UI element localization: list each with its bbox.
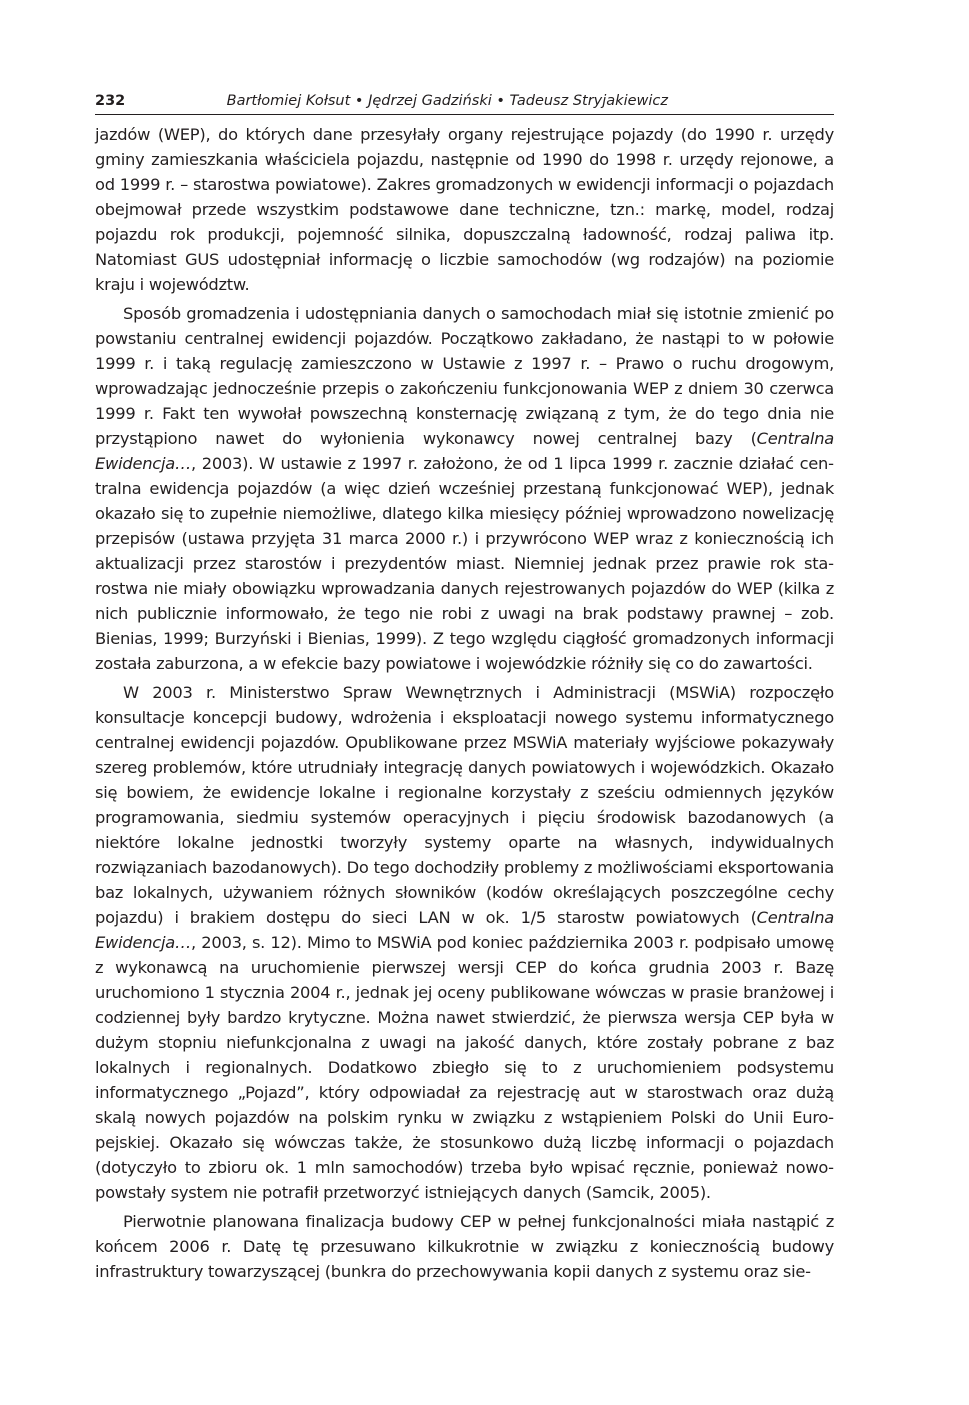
italic-citation: Centralna Ewidencja… bbox=[95, 908, 834, 952]
paragraph-text: Sposób gromadzenia i udostępniania danych o samochodach miał się istotnie zmienić po powstaniu centralnej ewidencji pojazdów. Początkowo zakładano, że nastąpi to w połowie 1999 r. i taką regulację zamieszczono w Ustawie z 1997 r. – Prawo o ruchu drogowym, wprowadzając jednocześnie przepis o zakończeniu funkcjonowania WEP z dniem 30 czerwca 1999 r. Fakt ten wywołał powszechną konsternację związaną z tym, że do tego dnia nie przystąpiono nawet do wyłonienia wykonawcy nowej centralnej bazy ( bbox=[95, 304, 834, 448]
body-text bbox=[95, 122, 834, 1284]
paragraph-text: , 2003, s. 12). Mimo to MSWiA pod koniec października 2003 r. podpisało umowę z wykonawcą na uruchomienie pierwszej wersji CEP do końca grudnia 2003 r. Bazę uruchomiono 1 stycznia 2004 r., jednak jej oceny publikowane wówczas w prasie branżowej i codziennej były bardzo krytyczne. Można nawet stwierdzić, że pierwsza wersja CEP była w dużym stopniu niefunkcjonalna z uwagi na jakość danych, które zostały pobrane z baz lokalnych i regionalnych. Dodatkowo zbiegło się to z uruchomieniem podsystemu informatycznego „Pojazd”, który odpowiadał za rejestrację aut w starostwach oraz dużą skalą nowych pojazdów na polskim rynku w związku z wstąpieniem Polski do Unii Europejskiej. Okazało się wówczas także, że stosunkowo dużą liczbę informacji o pojazdach (dotyczyło to zbioru ok. 1 mln samochodów) trzeba było wpisać ręcznie, ponieważ nowopowstały system nie potrafił przetworzyć istniejących danych (Samcik, 2005). bbox=[95, 933, 834, 1202]
italic-citation: Centralna Ewidencja… bbox=[95, 429, 834, 473]
body-paragraph bbox=[95, 680, 834, 1205]
paragraph-text: W 2003 r. Ministerstwo Spraw Wewnętrznych i Administracji (MSWiA) rozpoczęło konsultacje koncepcji budowy, wdrożenia i eksploatacji nowego systemu informatycznego centralnej ewidencji pojazdów. Opublikowane przez MSWiA materiały wyjściowe pokazywały szereg problemów, które utrudniały integrację danych powiatowych i wojewódzkich. Okazało się bowiem, że ewidencje lokalne i regionalne korzystały z sześciu odmiennych języków programowania, siedmiu systemów operacyjnych i pięciu środowisk bazodanowych (a niektóre lokalne jednostki tworzyły systemy oparte na własnych, indywidualnych rozwiązaniach bazodanowych). Do tego dochodziły problemy z możliwościami eksportowania baz lokalnych, używaniem różnych słowników (kodów określających poszczególne cechy pojazdu) i brakiem dostępu do sieci LAN w ok. 1/5 starostw powiatowych ( bbox=[95, 683, 834, 927]
page-number: 232 bbox=[95, 93, 126, 109]
paragraph-text: jazdów (WEP), do których dane przesyłały organy rejestrujące pojazdy (do 1990 r. urzędy gminy zamieszkania właściciela pojazdu, następnie od 1990 do 1998 r. urzędy rejonowe, a od 1999 r. – starostwa powiatowe). Zakres gromadzonych w ewidencji informacji o pojazdach obejmował przede wszystkim podstawowe dane techniczne, tzn.: markę, model, rodzaj pojazdu rok produkcji, pojemność silnika, dopuszczalną ładowność, rodzaj paliwa itp. Natomiast GUS udostępniał informację o liczbie samochodów (wg rodzajów) na poziomie kraju i województw. bbox=[95, 125, 834, 294]
body-paragraph bbox=[95, 301, 834, 676]
running-header bbox=[95, 88, 834, 115]
paragraph-text: Pierwotnie planowana finalizacja budowy CEP w pełnej funkcjonalności miała nastąpić z końcem 2006 r. Datę tę przesuwano kilkukrotnie w związku z koniecznością budowy infrastruktury towarzyszącej (bunkra do przechowywania kopii danych z systemu oraz sie- bbox=[95, 1212, 834, 1281]
body-paragraph bbox=[95, 1209, 834, 1284]
paragraph-text: , 2003). W ustawie z 1997 r. założono, że od 1 lipca 1999 r. zacznie działać centralna ewidencja pojazdów (a więc dzień wcześniej przestaną funkcjonować WEP), jednak okazało się to zupełnie niemożliwe, dlatego kilka miesięcy później wprowadzono nowelizację przepisów (ustawa przyjęta 31 marca 2000 r.) i przywrócono WEP wraz z koniecznością ich aktualizacji przez starostów i prezydentów miast. Niemniej jednak przez prawie rok starostwa nie miały obowiązku wprowadzania danych rejestrowanych pojazdów do WEP (kilka z nich publicznie informowało, że tego nie robi z uwagi na brak podstawy prawnej – zob. Bienias, 1999; Burzyński i Bienias, 1999). Z tego względu ciągłość gromadzonych informacji została zaburzona, a w efekcie bazy powiatowe i wojewódzkie różniły się co do zawartości. bbox=[95, 454, 834, 673]
running-header-authors: Bartłomiej Kołsut • Jędrzej Gadziński • Tadeusz Stryjakiewicz bbox=[226, 93, 668, 109]
body-paragraph bbox=[95, 122, 834, 297]
document-page bbox=[95, 88, 834, 1284]
